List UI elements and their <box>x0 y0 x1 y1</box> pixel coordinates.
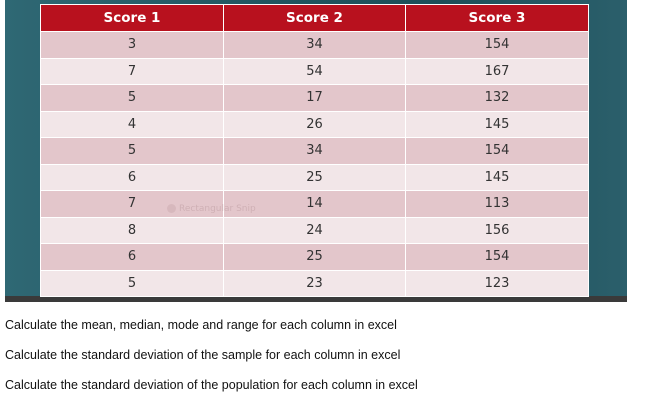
table-cell: 4 <box>41 111 224 138</box>
table-cell: 113 <box>406 191 589 218</box>
table-cell: 154 <box>406 138 589 165</box>
snip-icon <box>167 204 176 213</box>
table-row <box>41 244 589 271</box>
instruction-line: Calculate the standard deviation of the sample for each column in excel <box>5 348 401 362</box>
snip-label: Rectangular Snip <box>179 204 256 214</box>
table-cell: 167 <box>406 58 589 85</box>
scores-table-container <box>40 4 588 297</box>
table-cell: 132 <box>406 85 589 112</box>
table-cell: 5 <box>41 138 224 165</box>
table-cell: 8 <box>41 217 224 244</box>
table-cell: 25 <box>224 164 406 191</box>
instructions <box>5 318 645 408</box>
table-cell: 7 <box>41 58 224 85</box>
table-cell: 14 <box>224 191 406 218</box>
table-cell: 156 <box>406 217 589 244</box>
scores-table <box>40 4 589 297</box>
table-cell: 54 <box>224 58 406 85</box>
table-cell: 145 <box>406 164 589 191</box>
table-cell: 34 <box>224 138 406 165</box>
table-cell: 5 <box>41 270 224 297</box>
instruction-line: Calculate the standard deviation of the population for each column in excel <box>5 378 418 392</box>
table-cell: 26 <box>224 111 406 138</box>
table-row <box>41 191 589 218</box>
table-row <box>41 58 589 85</box>
table-cell: 3 <box>41 32 224 59</box>
table-row <box>41 217 589 244</box>
table-cell: 123 <box>406 270 589 297</box>
instruction-line: Calculate the mean, median, mode and range for each column in excel <box>5 318 397 332</box>
table-cell: 5 <box>41 85 224 112</box>
table-row <box>41 32 589 59</box>
table-cell: 34 <box>224 32 406 59</box>
table-row <box>41 138 589 165</box>
table-cell: 154 <box>406 244 589 271</box>
header-score-2: Score 2 <box>224 5 406 32</box>
table-cell: 7 <box>41 191 224 218</box>
table-header-row <box>41 5 589 32</box>
table-cell: 145 <box>406 111 589 138</box>
table-cell: 23 <box>224 270 406 297</box>
table-cell: 6 <box>41 164 224 191</box>
table-cell: 154 <box>406 32 589 59</box>
table-cell: 6 <box>41 244 224 271</box>
table-cell: 25 <box>224 244 406 271</box>
table-cell: 17 <box>224 85 406 112</box>
header-score-1: Score 1 <box>41 5 224 32</box>
table-cell: 24 <box>224 217 406 244</box>
table-row <box>41 85 589 112</box>
header-score-3: Score 3 <box>406 5 589 32</box>
table-row <box>41 164 589 191</box>
table-row <box>41 111 589 138</box>
table-row <box>41 270 589 297</box>
rectangular-snip-watermark <box>167 204 256 214</box>
